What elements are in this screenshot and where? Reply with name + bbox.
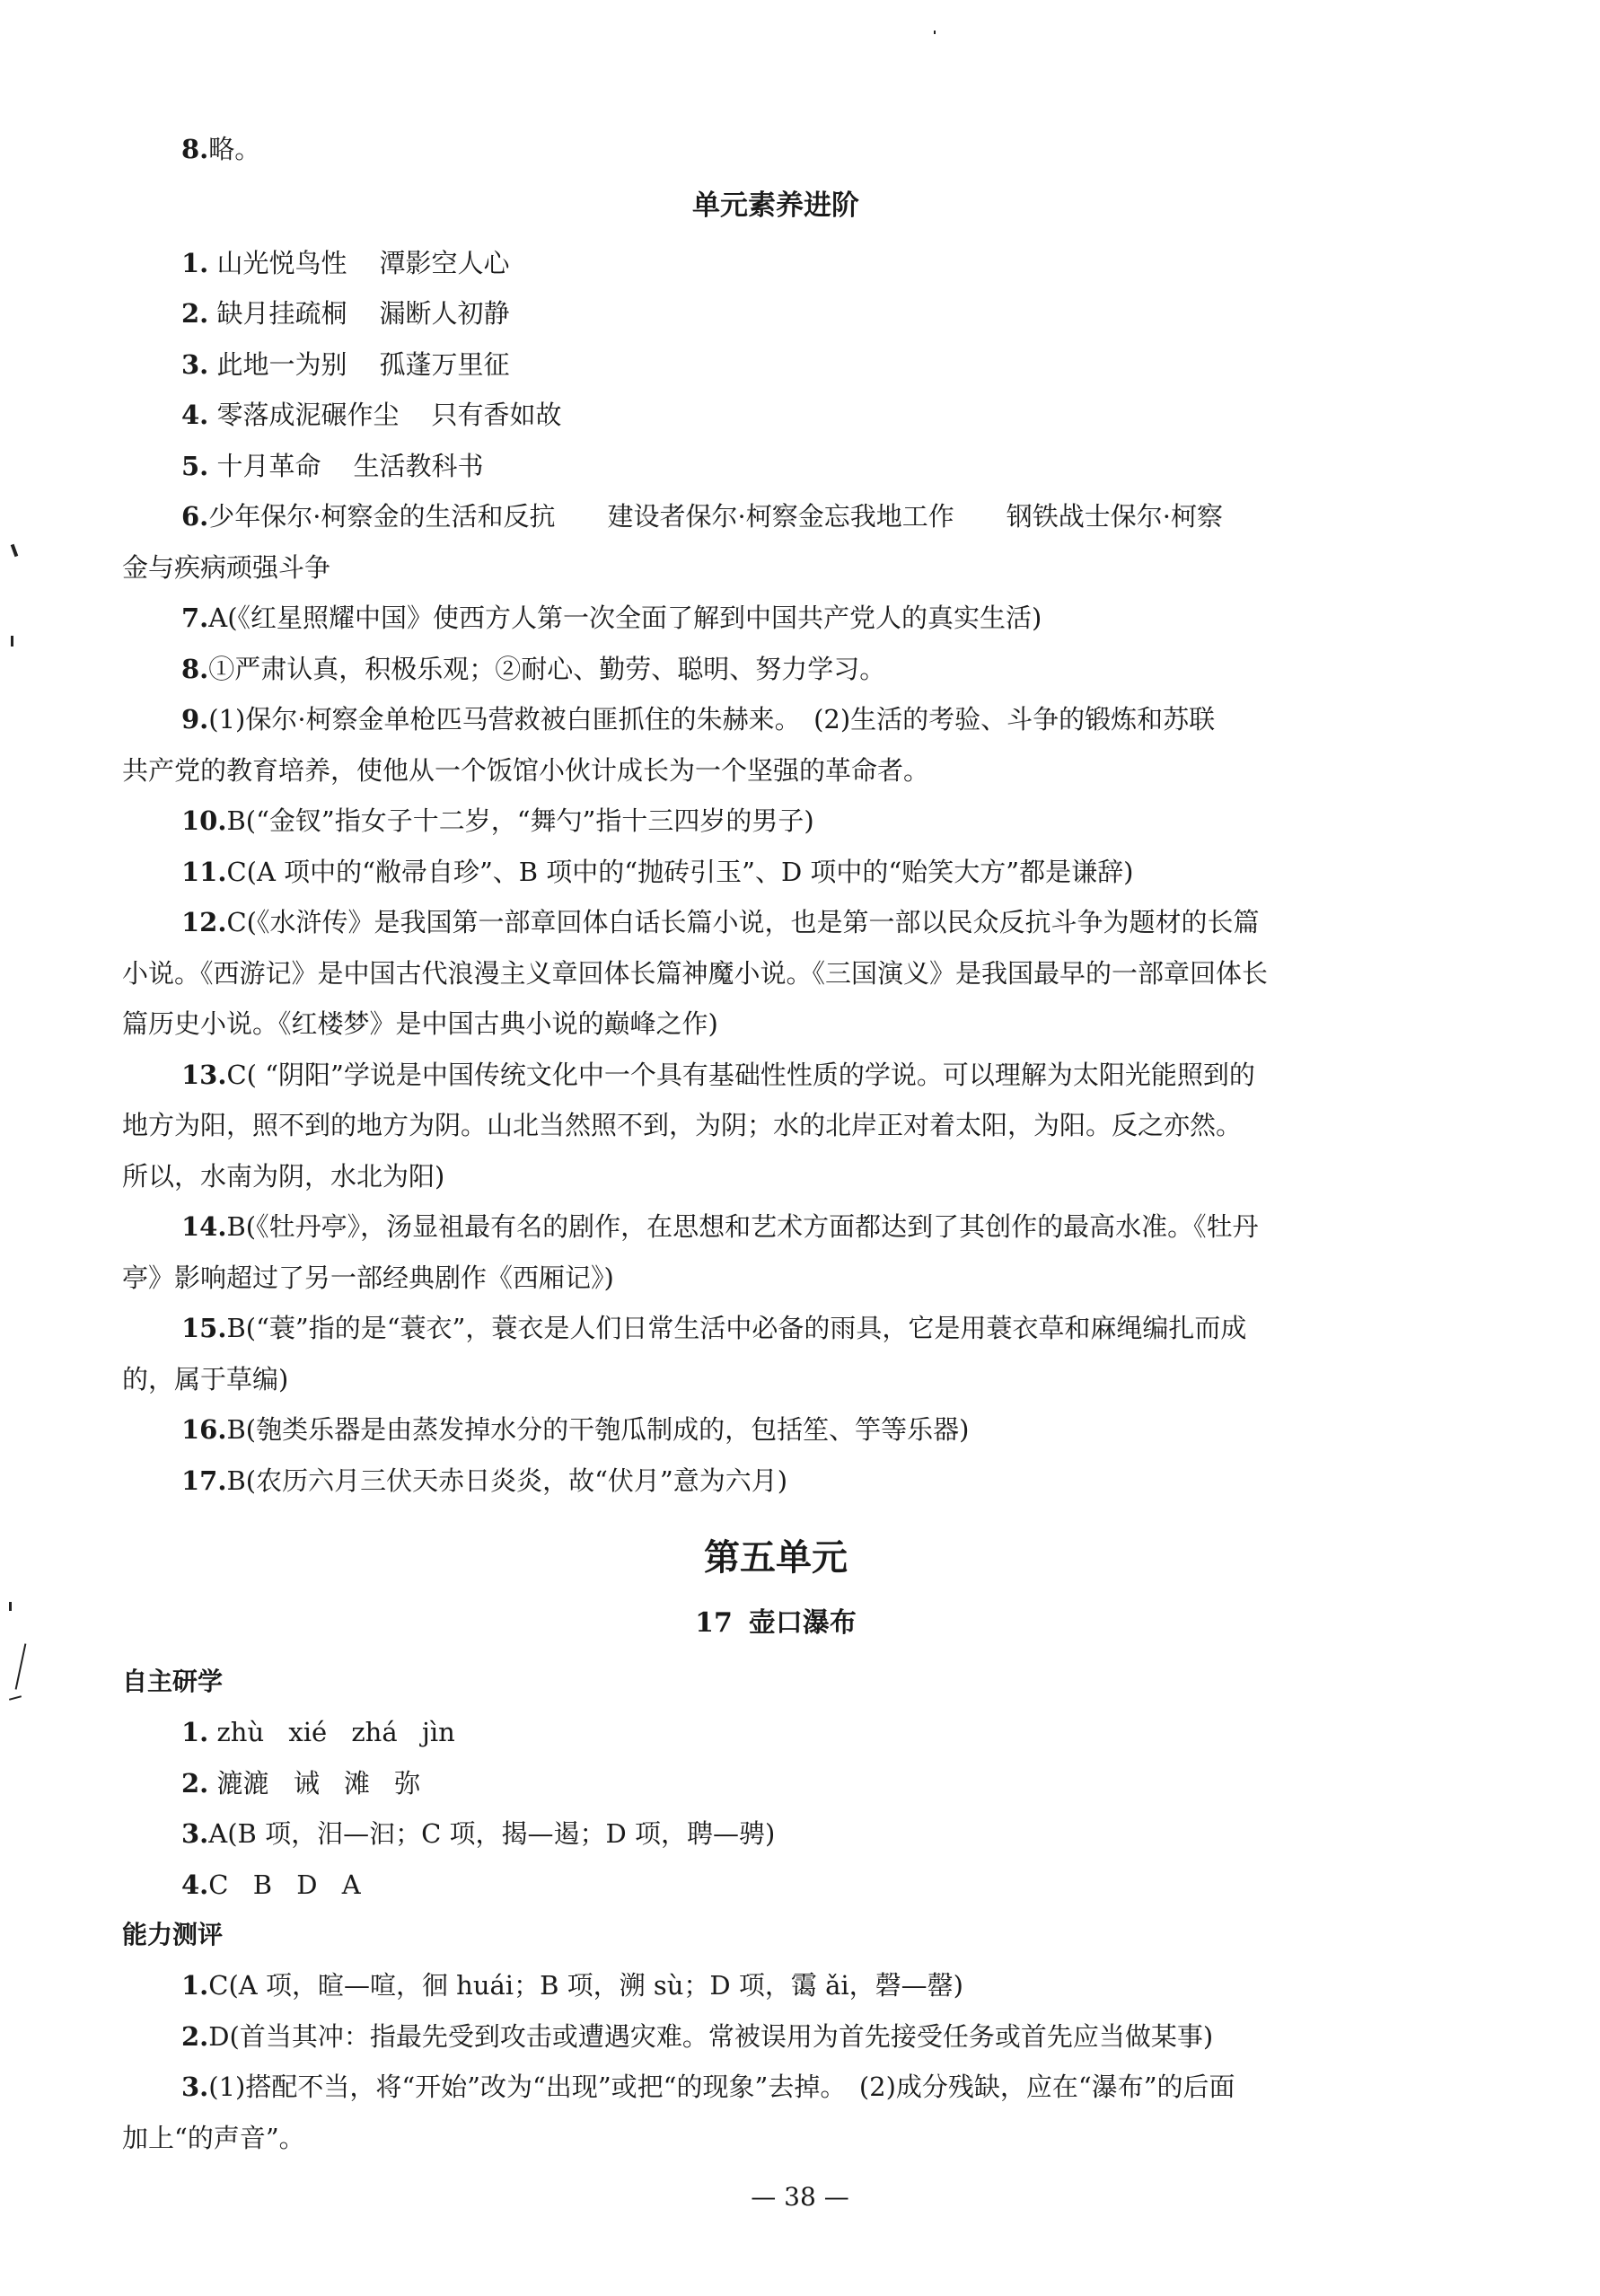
scan-mark: [11, 636, 13, 647]
answer-line: 地方为阳，照不到的地方为阴。山北当然照不到，为阴；水的北岸正对着太阳，为阳。反之亦然。: [122, 1110, 1243, 1140]
answer-line: 8.略。: [181, 134, 261, 164]
answer-line: 共产党的教育培养，使他从一个饭馆小伙计成长为一个坚强的革命者。: [122, 754, 930, 786]
answer-line: 15.B(“蓑”指的是“蓑衣”，蓑衣是人们日常生活中必备的雨具，它是用蓑衣草和麻绳编扎而成: [181, 1313, 1247, 1343]
scan-mark: [11, 544, 19, 558]
answer-line: 的，属于草编): [122, 1363, 289, 1394]
part-heading: 自主研学: [122, 1667, 224, 1696]
answer-line: 14.B(《牡丹亭》，汤显祖最有名的剧作，在思想和艺术方面都达到了其创作的最高水准。《牡丹: [181, 1211, 1259, 1242]
answer-line: 3.A(B 项，汨—汩；C 项，揭—遏；D 项，聘—骋): [181, 1818, 776, 1849]
answer-line: 17.B(农历六月三伏天赤日炎炎，故“伏月”意为六月): [181, 1465, 788, 1496]
answer-line: 小说。《西游记》是中国古代浪漫主义章回体长篇神魔小说。《三国演义》是我国最早的一部章回体长: [122, 957, 1269, 989]
lesson-title: 17 壶口瀑布: [695, 1607, 857, 1639]
answer-line: 9.(1)保尔·柯察金单枪匹马营救被白匪抓住的朱赫来。 (2)生活的考验、斗争的锻炼和苏联: [181, 704, 1216, 735]
answer-line: 金与疾病顽强斗争: [122, 551, 331, 583]
scan-mark: [934, 31, 936, 34]
answer-line: 亭》影响超过了另一部经典剧作《西厢记》): [122, 1262, 614, 1293]
answer-line: 8.①严肃认真，积极乐观；②耐心、勤劳、聪明、努力学习。: [181, 653, 886, 684]
part-heading: 能力测评: [122, 1920, 224, 1949]
answer-line: 所以，水南为阴，水北为阳): [122, 1160, 445, 1192]
answer-line: 2. 缺月挂疏桐 漏断人初静: [181, 298, 510, 329]
answer-line: 5. 十月革命 生活教科书: [181, 450, 484, 481]
scan-mark: [15, 1643, 27, 1689]
answer-line: 6.少年保尔·柯察金的生活和反抗 建设者保尔·柯察金忘我地工作 钢铁战士保尔·柯察: [181, 501, 1223, 532]
answer-line: 2. 漉漉 诫 滩 弥: [181, 1767, 421, 1799]
section-title: 单元素养进阶: [692, 189, 859, 222]
answer-line: 12.C(《水浒传》是我国第一部章回体白话长篇小说，也是第一部以民众反抗斗争为题材的长篇: [181, 907, 1260, 937]
unit-title: 第五单元: [704, 1537, 848, 1579]
answer-line: 4. 零落成泥碾作尘 只有香如故: [181, 400, 562, 430]
answer-line: 10.B(“金钗”指女子十二岁，“舞勺”指十三四岁的男子): [181, 805, 814, 836]
scan-mark: [9, 1602, 12, 1611]
answer-line: 3.(1)搭配不当，将“开始”改为“出现”或把“的现象”去掉。 (2)成分残缺，应在“瀑布”的后面: [181, 2072, 1235, 2102]
scan-mark: [9, 1695, 22, 1701]
answer-line: 3. 此地一为别 孤蓬万里征: [181, 348, 510, 380]
answer-content: [122, 124, 1429, 2163]
answer-line: 7.A(《红星照耀中国》使西方人第一次全面了解到中国共产党人的真实生活): [181, 603, 1042, 633]
answer-line: 4.C B D A: [181, 1869, 361, 1900]
page-number: — 38 —: [751, 2182, 849, 2212]
answer-line: 1. zhù xié zhá jìn: [181, 1717, 455, 1747]
answer-line: 1.C(A 项，暄—喧，徊 huái；B 项，溯 sù；D 项，霭 ǎi，磬—罄): [181, 1970, 963, 2001]
answer-line: 16.B(匏类乐器是由蒸发掉水分的干匏瓜制成的，包括笙、竽等乐器): [181, 1414, 970, 1445]
answer-line: 2.D(首当其冲：指最先受到攻击或遭遇灾难。常被误用为首先接受任务或首先应当做某事): [181, 2020, 1214, 2052]
answer-line: 加上“的声音”。: [122, 2122, 305, 2153]
answer-line: 篇历史小说。《红楼梦》是中国古典小说的巅峰之作): [122, 1008, 718, 1039]
answer-line: 13.C( “阴阳”学说是中国传统文化中一个具有基础性性质的学说。可以理解为太阳光能照到的: [181, 1059, 1255, 1090]
answer-line: 11.C(A 项中的“敝帚自珍”、B 项中的“抛砖引玉”、D 项中的“贻笑大方”都是谦辞): [181, 856, 1134, 887]
answer-line: 1. 山光悦鸟性 潭影空人心: [181, 247, 510, 278]
